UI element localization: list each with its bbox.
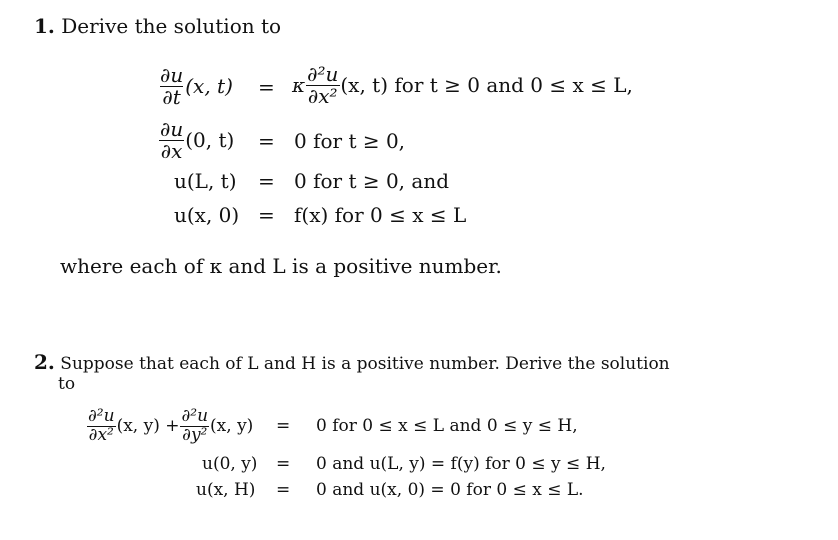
eq1-row-4-rhs: f(x) for 0 ≤ x ≤ L bbox=[294, 203, 467, 227]
eq1-row-4-rel: = bbox=[258, 203, 275, 227]
second-partial-u-over-x: $\frac{\text{∂²u}}{\text{∂x²}}$ bbox=[307, 61, 339, 108]
problem-1-intro: Derive the solution to bbox=[61, 14, 282, 38]
problem-2-intro: Suppose that each of L and H is a positive number. Derive the solution bbox=[60, 354, 670, 374]
partial-u-over-partial-t: $\frac{\partial u}{\partial t}$ bbox=[160, 62, 184, 109]
second-partial-u-over-x-2: $\frac{\text{∂²u}}{\text{∂x²}}$ bbox=[88, 405, 115, 445]
eq2-row-1-rel: = bbox=[276, 416, 291, 436]
eq1-row-1-rel: = bbox=[258, 75, 275, 99]
eq2-row-3-lhs: u(x, H) bbox=[196, 480, 256, 500]
eq2-row-2-rel: = bbox=[276, 454, 291, 474]
eq1-row-2-lhs: $\frac{\partial u}{\partial x}$ (0, t) bbox=[160, 116, 235, 163]
problem-2-number: 2. bbox=[34, 350, 55, 374]
eq1-row-2-rhs: 0 for t ≥ 0, bbox=[294, 129, 406, 153]
eq1-row-2-rel: = bbox=[258, 129, 275, 153]
problem-2-heading bbox=[34, 350, 670, 374]
eq2-row-1-rhs: 0 for 0 ≤ x ≤ L and 0 ≤ y ≤ H, bbox=[316, 416, 578, 436]
partial-u-over-partial-x: $\frac{\partial u}{\partial x}$ bbox=[160, 116, 184, 163]
eq2-row-2-rhs: 0 and u(L, y) = f(y) for 0 ≤ y ≤ H, bbox=[316, 454, 606, 474]
eq2-row-2-lhs: u(0, y) bbox=[202, 454, 258, 474]
second-partial-u-over-y: $\frac{\text{∂²u}}{\text{∂y²}}$ bbox=[181, 405, 209, 445]
eq1-row-3-rhs: 0 for t ≥ 0, and bbox=[294, 169, 449, 193]
problem-1-heading bbox=[34, 14, 281, 38]
eq2-row-3-rhs: 0 and u(x, 0) = 0 for 0 ≤ x ≤ L. bbox=[316, 480, 584, 500]
eq2-row-3-rel: = bbox=[276, 480, 291, 500]
eq2-row-1-lhs: $\frac{\text{∂²u}}{\text{∂x²}}$ (x, y) + $\frac{\text{∂²u}}{\text{∂y²}}$ (x, y) bbox=[88, 405, 254, 445]
eq1-row-3-lhs: u(L, t) bbox=[174, 169, 237, 193]
problem-1-number: 1. bbox=[34, 14, 55, 38]
eq1-row-1-rhs: κ $\frac{\text{∂²u}}{\text{∂x²}}$ (x, t) for t ≥ 0 and 0 ≤ x ≤ L, bbox=[292, 61, 633, 108]
eq1-row-1-lhs: $\frac{\partial u}{\partial t}$ (x, t) bbox=[160, 62, 233, 109]
problem-1-closing: where each of κ and L is a positive number. bbox=[60, 254, 502, 278]
eq1-row-4-lhs: u(x, 0) bbox=[174, 203, 240, 227]
problem-2-intro-continued: to bbox=[58, 374, 76, 394]
eq1-row-3-rel: = bbox=[258, 169, 275, 193]
